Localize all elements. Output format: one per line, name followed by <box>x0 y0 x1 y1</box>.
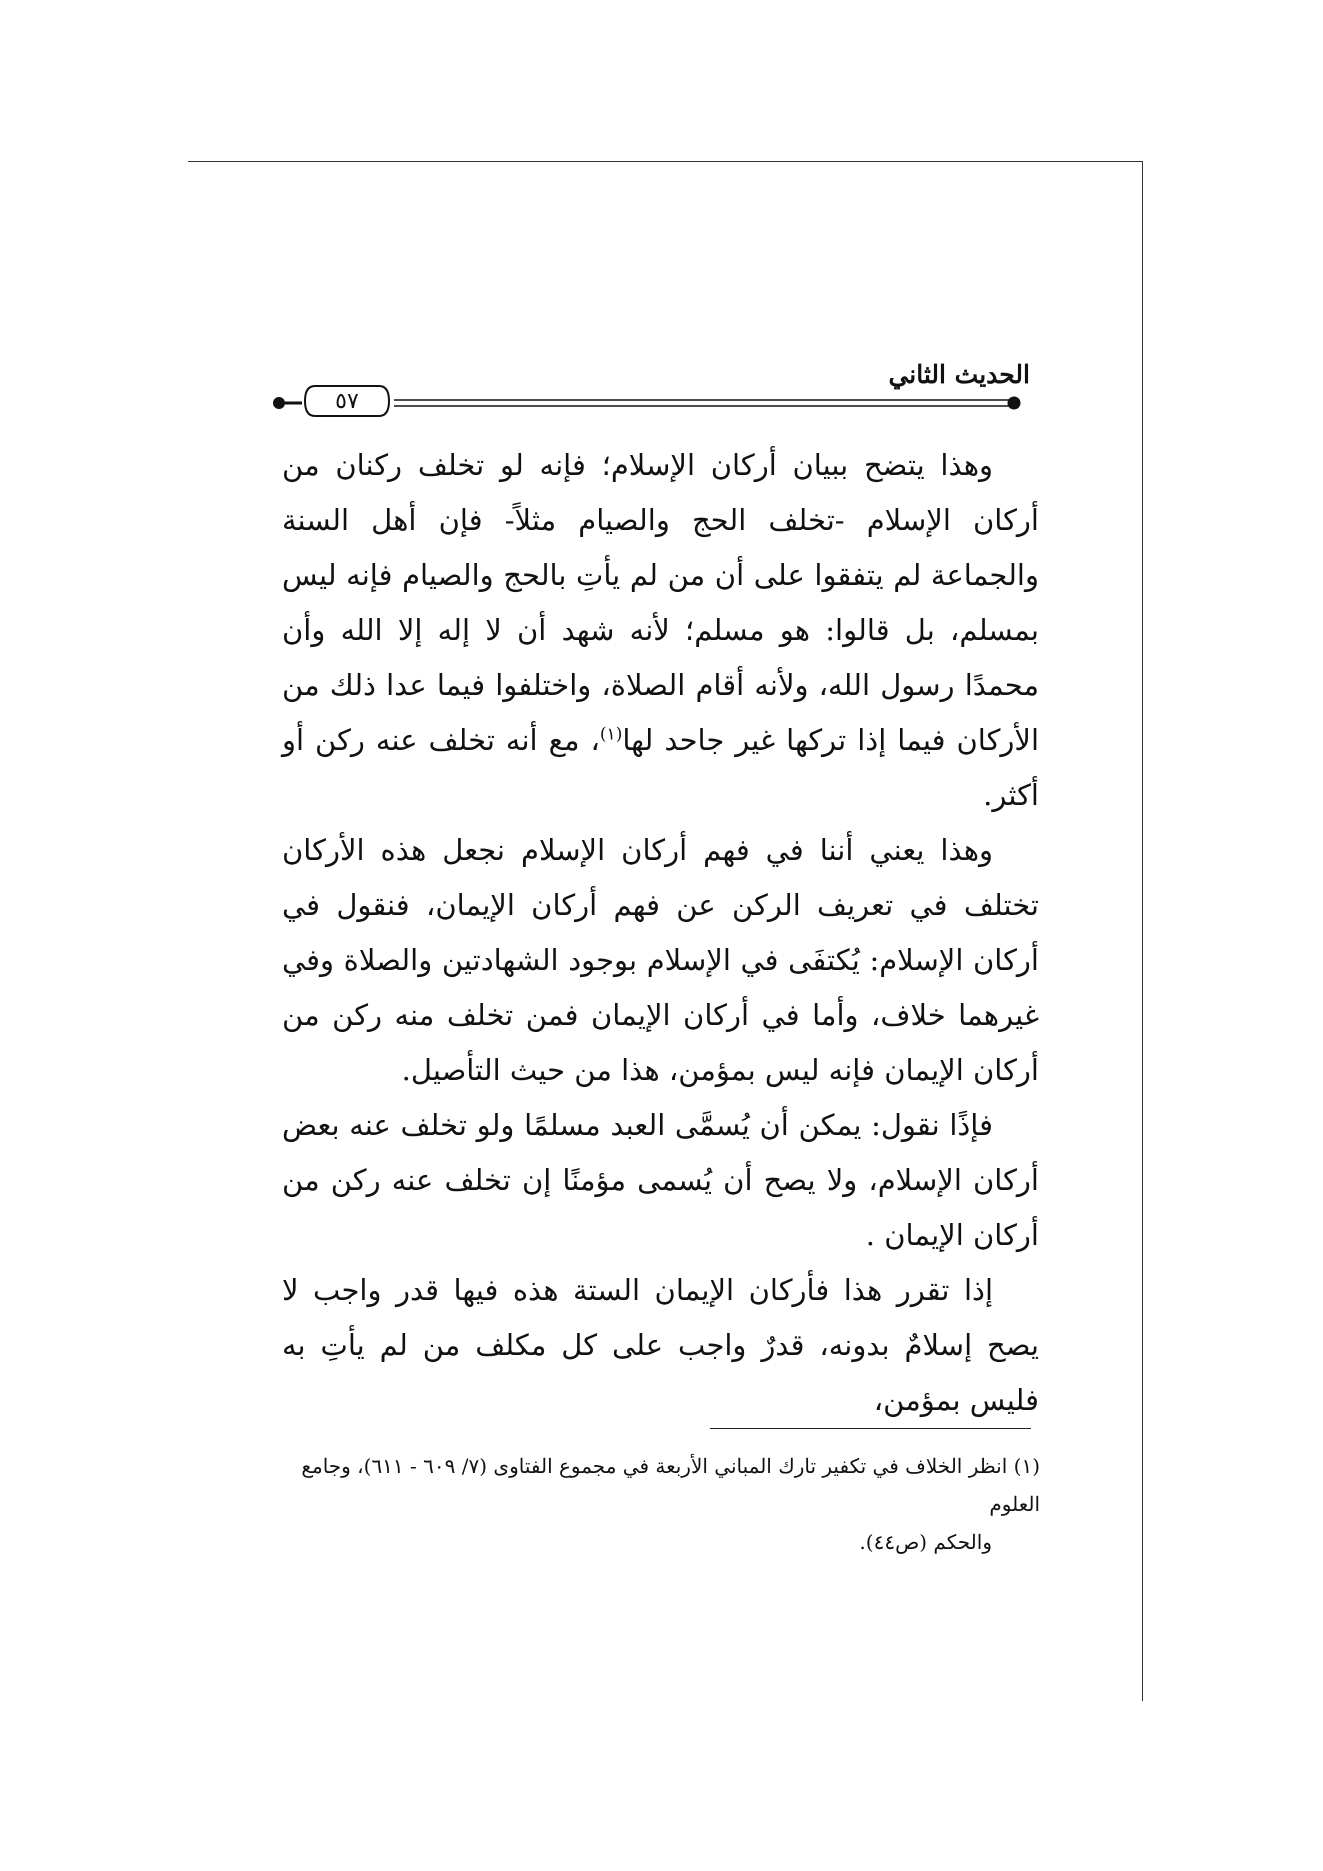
body-text <box>282 438 1039 1428</box>
footnote-reference: (١) <box>599 724 623 745</box>
paragraph-3: فإذًا نقول: يمكن أن يُسمَّى العبد مسلمًا ولو تخلف عنه بعض أركان الإسلام، ولا يصح أن يُسمى مؤمنًا إن تخلف عنه ركن من أركان الإيمان . <box>282 1108 1039 1252</box>
page-number: ٥٧ <box>335 388 359 414</box>
footnote-separator <box>710 1428 1031 1429</box>
paragraph-1-tail: ، مع أنه تخلف عنه ركن أو أكثر. <box>282 723 1039 812</box>
paragraph-4: إذا تقرر هذا فأركان الإيمان الستة هذه فيها قدر واجب لا يصح إسلامٌ بدونه، قدرٌ واجب على كل مكلف من لم يأتِ به فليس بمؤمن، <box>282 1273 1039 1417</box>
page-frame-top-rule <box>188 161 1143 162</box>
paragraph-1 <box>282 438 1039 823</box>
page-frame-right-rule <box>1142 161 1143 1701</box>
paragraph-2: وهذا يعني أننا في فهم أركان الإسلام نجعل هذه الأركان تختلف في تعريف الركن عن فهم أركان الإيمان، فنقول في أركان الإسلام: يُكتفَى في الإسلام بوجود الشهادتين والصلاة وفي غيرهما خلاف، وأما في أركان الإيمان فمن تخلف منه ركن من أركان الإيمان فإنه ليس بمؤمن، هذا من حيث التأصيل. <box>282 833 1039 1087</box>
page-number-frame <box>303 384 391 418</box>
paragraph-1-text: وهذا يتضح ببيان أركان الإسلام؛ فإنه لو تخلف ركنان من أركان الإسلام -تخلف الحج والصيام مثلاً- فإن أهل السنة والجماعة لم يتفقوا على أن من لم يأتِ بالحج والصيام فإنه ليس بمسلم، بل قالوا: هو مسلم؛ لأنه شهد أن لا إله إلا الله وأن محمدًا رسول الله، ولأنه أقام الصلاة، واختلفوا فيما عدا ذلك من الأركان فيما إذا تركها غير جاحد لها <box>282 448 1040 757</box>
footnote-line-1: (١) انظر الخلاف في تكفير تارك المباني الأربعة في مجموع الفتاوى (٧/ ٦٠٩ - ٦١١)، وجامع العلوم <box>301 1454 1040 1516</box>
footnote-line-2: والحكم (ص٤٤). <box>859 1530 992 1554</box>
footnote <box>270 1447 1040 1561</box>
running-title: الحديث الثاني <box>888 360 1030 389</box>
